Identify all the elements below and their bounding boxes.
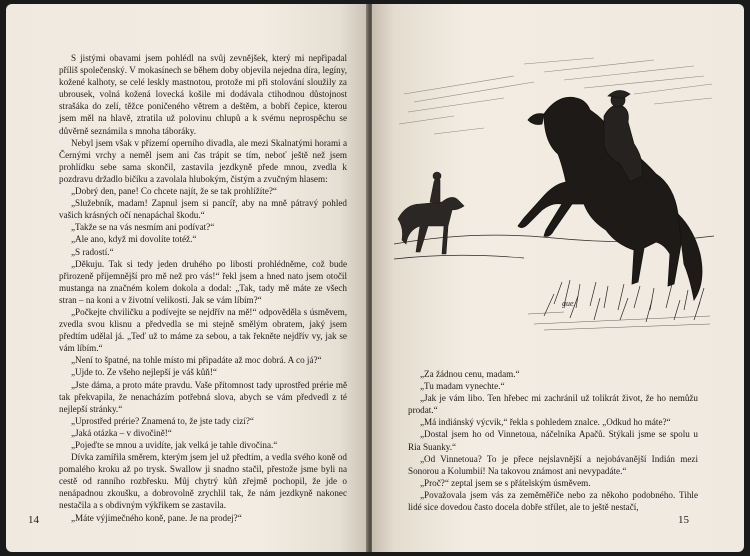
paragraph: „Ale ano, když mi dovolíte totéž.“ bbox=[71, 234, 197, 245]
paragraph: „Dostal jsem ho od Vinnetoua, náčelníka Apačů. Stýkali jsme se spolu u Ria Suanky.“ bbox=[408, 429, 698, 452]
page-number-right: 15 bbox=[678, 514, 689, 526]
paragraph: „Za žádnou cenu, madam.“ bbox=[420, 369, 520, 379]
paragraph: „Není to špatné, na tohle místo mi připadáte až moc dobrá. A co já?“ bbox=[71, 355, 322, 366]
horse-rider-illustration bbox=[394, 54, 714, 344]
paragraph: „Jaká otázka – v divočině!“ bbox=[71, 427, 172, 438]
left-page-text bbox=[59, 52, 347, 524]
paragraph: „Služebník, madam! Zapnul jsem si pancíř, aby na mně pátravý pohled vašich krásných očí nenapáchal škodu.“ bbox=[59, 198, 347, 221]
paragraph: „Od Vinnetoua? To je přece nejslavnější a nejobávanější Indián mezi Sonorou a Kolumbií! Na takovou známost ani nevypadáte.“ bbox=[408, 453, 698, 476]
right-page bbox=[372, 4, 744, 552]
paragraph: „Tu madam vynechte.“ bbox=[420, 381, 505, 392]
paragraph: S jistými obavami jsem pohlédl na svůj zevnějšek, který mi nepřipadal příliš společenský. V mokasínech se během doby objevila nejedna díra, legíny, kožené kalhoty, se celé leskly mastnotou, protože mi při stolování sloužily za ubrousek, volná kožená lovecká košile mi dodávala ctihodnou důstojnost strašáka do zelí, těžce poničeného větrem a deštěm, a bobří čepice, kterou jsem měl na hlavě, ztratila už polovinu chlupů a k svému neprospěchu se důvěrně seznámila s mnoha táboráky. bbox=[59, 53, 347, 136]
paragraph: „Počkejte chviličku a podívejte se nejdřív na mě!“ odpověděla s úsměvem, zvedla svou klisnu a předvedla se mi stejně smělým obratem, jaký jsem předtím udělal já. „Teď už to máme za sebou, a tak řekněte nejdřív vy, jak se vám líbím.“ bbox=[59, 306, 347, 354]
illustration-signature: gue. bbox=[562, 299, 576, 308]
left-page bbox=[6, 4, 368, 552]
paragraph: „Dobrý den, pane! Co chcete najít, že se tak prohlížíte?“ bbox=[71, 186, 277, 197]
paragraph: „Uprostřed prérie? Znamená to, že jste tady cizí?“ bbox=[71, 415, 254, 426]
paragraph: Nebyl jsem však v přízemí operního divadla, ale mezi Skalnatými horami a Černými vrchy a neměl jsem ani čas trápit se tím, neboť ještě než jsem prohlídku sebe sama skončil, zastavila jezdkyně přede mnou, zvedla k pozdravu držadlo bičíku a zavolala hlubokým, čistým a zvučným hlasem: bbox=[59, 137, 347, 184]
paragraph: „Děkuju. Tak si tedy jeden druhého po libosti prohlédněme, což bude přirozeně příjemnější pro mě než pro vás!“ řekl jsem a hned nato jsem otočil mustanga na značném kolem dokola a dodal: „Tak, tady mě máte ze všech stran – na koni a v životní velikosti. Jak se vám líbím?“ bbox=[59, 258, 347, 305]
book-spread bbox=[6, 4, 744, 552]
paragraph: Dívka zamířila směrem, kterým jsem jel už předtím, a vedla svého koně od pomalého kroku až po trysk. Swallow ji snadno stačil, přestože jsme byli na cestě od ranního rozbřesku. Můj chytrý kůň zřejmě pochopil, že jde o nenápadnou zkoušku, a dobrovolně zrychlil tak, že nám jezdkyně nakonec nestačila a s obdivným výkřikem se zastavila. bbox=[59, 452, 347, 511]
paragraph: „S radostí.“ bbox=[71, 246, 114, 257]
page-number-left: 14 bbox=[28, 514, 39, 526]
right-page-text bbox=[408, 368, 698, 513]
paragraph: „Proč?“ zeptal jsem se s přátelským úsměvem. bbox=[420, 477, 591, 488]
paragraph: „Máte výjimečného koně, pane. Je na prodej?“ bbox=[71, 512, 242, 523]
paragraph: „Jak je vám libo. Ten hřebec mi zachránil už tolikrát život, že ho nemůžu prodat.“ bbox=[408, 393, 698, 416]
paragraph: „Pojeďte se mnou a uvidíte, jak velká je tahle divočina.“ bbox=[71, 440, 278, 450]
paragraph: „Takže se na vás nesmím ani podívat?“ bbox=[71, 222, 215, 233]
paragraph: „Jste dáma, a proto máte pravdu. Vaše přítomnost tady uprostřed prérie mě tak překvapila, že nenacházím potřebná slova, abych se vám předvedl z té nejlepší stránky.“ bbox=[59, 379, 347, 414]
paragraph: „Má indiánský výcvik,“ řekla s pohledem znalce. „Odkud ho máte?“ bbox=[420, 417, 671, 428]
paragraph: „Považovala jsem vás za zeměměřiče nebo za někoho podobného. Tihle lidé sice dovedou často docela dobře střílet, ale to ještě nestačí, bbox=[408, 489, 698, 513]
paragraph: „Ujde to. Ze všeho nejlepší je váš kůň!“ bbox=[71, 367, 217, 378]
